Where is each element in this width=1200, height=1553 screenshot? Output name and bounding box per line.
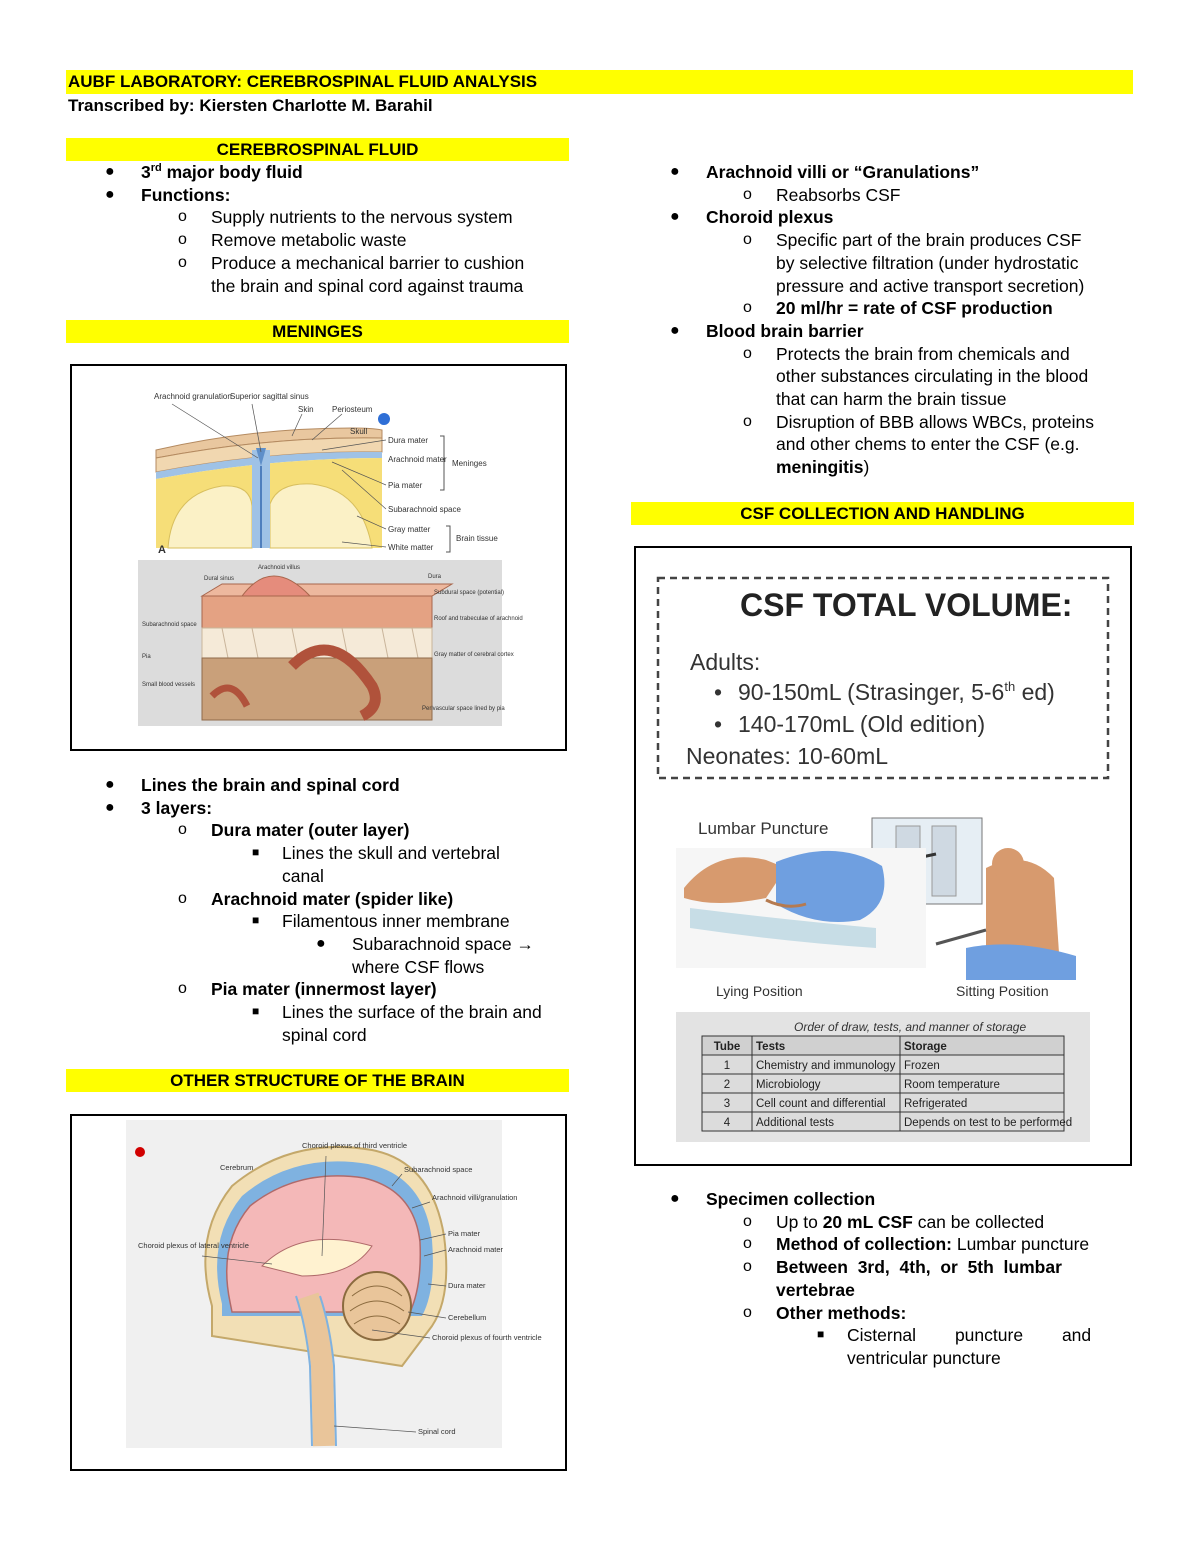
- circle-bullet-icon: o: [178, 231, 187, 249]
- list-item: o Other methods:: [743, 1302, 907, 1323]
- label-sitting-position: Sitting Position: [956, 983, 1049, 999]
- label-lumbar-puncture: Lumbar Puncture: [698, 819, 829, 838]
- list-item: o Produce a mechanical barrier to cushion the brain and spinal cord against trauma: [178, 252, 525, 296]
- circle-bullet-icon: o: [178, 208, 187, 226]
- table-cell: Refrigerated: [904, 1098, 968, 1110]
- label-perivascular-space: Perivascular space lined by pia: [422, 706, 505, 712]
- specimen-list: [631, 1188, 1130, 1370]
- label-small-blood-vessels: Small blood vessels: [142, 682, 196, 688]
- label-arachnoid-villi: Arachnoid villi/granulation: [432, 1193, 518, 1202]
- list-item: ● Choroid plexus: [670, 207, 834, 228]
- label-choroid-plexus-third: Choroid plexus of third ventricle: [302, 1141, 408, 1150]
- list-item: ● Specimen collection: [670, 1189, 876, 1209]
- circle-bullet-icon: o: [743, 344, 752, 362]
- label-dura-mater: Dura mater: [448, 1281, 486, 1290]
- page-title: AUBF LABORATORY: CEREBROSPINAL FLUID ANALYSIS: [68, 72, 538, 91]
- label-dura-mater: Dura mater: [388, 436, 429, 445]
- square-bullet-icon: ■: [252, 913, 260, 928]
- meninges-figure: [70, 364, 567, 751]
- bullet-icon: •: [714, 711, 723, 737]
- adult-volume-1: 90-150mL (Strasinger, 5-6th ed): [738, 679, 1055, 705]
- label-arachnoid-villus: Arachnoid villus: [258, 565, 301, 571]
- csf-volume-figure: [634, 546, 1132, 1166]
- bullet-icon: ●: [670, 208, 680, 226]
- marker-dot-icon: [135, 1147, 145, 1157]
- section-header-csf: CEREBROSPINAL FLUID: [66, 138, 569, 161]
- list-item: ■ Lines the skull and vertebral: [252, 843, 500, 864]
- table-caption: Order of draw, tests, and manner of storage: [794, 1020, 1027, 1034]
- table-cell: 3: [723, 1098, 731, 1110]
- label-subarachnoid-space: Subarachnoid space: [388, 505, 461, 514]
- table-cell: 4: [723, 1117, 731, 1129]
- square-bullet-icon: ■: [252, 1004, 260, 1019]
- label-spinal-cord: Spinal cord: [418, 1427, 456, 1436]
- list-item: o Protects the brain from chemicals and other substances circulating in the blood that can harm the brain tissue: [743, 343, 1089, 410]
- page-subtitle: Transcribed by: Kiersten Charlotte M. Barahil: [68, 96, 433, 115]
- label-arachnoid-mater: Arachnoid mater: [388, 455, 447, 464]
- list-item: ■ Filamentous inner membrane: [252, 911, 510, 932]
- label-dura: Dura: [428, 574, 442, 580]
- meninges-diagram: [72, 366, 565, 749]
- table-cell: Additional tests: [756, 1117, 834, 1129]
- label-roof-trabeculae: Roof and trabeculae of arachnoid: [434, 616, 523, 622]
- bullet-icon: ●: [105, 163, 115, 180]
- list-item: ● Arachnoid villi or “Granulations”: [670, 162, 980, 182]
- brain-structure-figure: [70, 1114, 567, 1471]
- label-skull: Skull: [350, 427, 368, 436]
- label-brain-tissue: Brain tissue: [456, 534, 498, 543]
- circle-bullet-icon: o: [743, 1235, 752, 1253]
- table-cell: 1: [723, 1060, 731, 1072]
- table-cell: Depends on test to be performed: [904, 1117, 1073, 1129]
- list-item: o Remove metabolic waste: [178, 230, 407, 251]
- circle-bullet-icon: o: [743, 1258, 752, 1276]
- table-cell: Chemistry and immunology: [756, 1060, 896, 1072]
- bullet-icon: ●: [105, 185, 115, 203]
- list-item: ■ Cisternal puncture and ventricular puncture: [817, 1325, 1092, 1368]
- label-dural-sinus: Dural sinus: [204, 576, 235, 582]
- right-list: [631, 161, 1130, 479]
- table-header-cell: Storage: [904, 1041, 947, 1053]
- list-item: o Up to 20 mL CSF can be collected: [743, 1211, 1045, 1232]
- label-subarachnoid-space: Subarachnoid space: [404, 1165, 473, 1174]
- list-item: ● Subarachnoid space → where CSF flows: [316, 933, 534, 977]
- table-cell: 2: [723, 1079, 731, 1091]
- circle-bullet-icon: o: [743, 299, 752, 317]
- list-item: o Arachnoid mater (spider like): [178, 888, 454, 909]
- section-header-collection: CSF COLLECTION AND HANDLING: [631, 502, 1134, 525]
- circle-bullet-icon: o: [178, 821, 187, 839]
- bullet-icon: ●: [670, 1190, 680, 1207]
- list-item: o 20 ml/hr = rate of CSF production: [743, 298, 1053, 319]
- circle-bullet-icon: o: [743, 1303, 752, 1321]
- label-choroid-plexus-fourth: Choroid plexus of fourth ventricle: [432, 1333, 542, 1342]
- list-item: ■ Lines the surface of the brain and spinal cord: [252, 1002, 542, 1045]
- table-cell: Cell count and differential: [756, 1098, 886, 1110]
- meninges-list: [66, 774, 565, 1046]
- bullet-icon: •: [714, 679, 723, 705]
- label-adults: Adults:: [690, 649, 761, 675]
- label-cerebrum: Cerebrum: [220, 1163, 254, 1172]
- square-bullet-icon: ■: [817, 1327, 825, 1342]
- list-item: ● Lines the brain and spinal cord: [105, 775, 400, 795]
- label-subarachnoid-space-2: Subarachnoid space: [142, 622, 197, 628]
- table-header-cell: Tests: [756, 1041, 786, 1053]
- list-item: o Method of collection: Lumbar puncture: [743, 1234, 1090, 1255]
- brain-sagittal-diagram: [72, 1116, 565, 1469]
- list-item: o Pia mater (innermost layer): [178, 979, 437, 1000]
- label-arachnoid-mater: Arachnoid mater: [448, 1245, 504, 1254]
- panel-label-a: A: [158, 544, 166, 556]
- list-item: ● Blood brain barrier: [670, 320, 864, 341]
- circle-bullet-icon: o: [178, 889, 187, 907]
- circle-bullet-icon: o: [178, 980, 187, 998]
- label-pia-mater: Pia mater: [448, 1229, 481, 1238]
- bullet-icon: ●: [105, 776, 115, 793]
- table-cell: Room temperature: [904, 1079, 1000, 1091]
- label-white-matter: White matter: [388, 543, 434, 552]
- bullet-icon: ●: [316, 934, 326, 952]
- neonates-volume: Neonates: 10-60mL: [686, 743, 889, 769]
- label-meninges: Meninges: [452, 459, 487, 468]
- list-item: o Disruption of BBB allows WBCs, proteins and other chems to enter the CSF (e.g. meningitis): [743, 411, 1095, 478]
- volume-title: CSF TOTAL VOLUME:: [740, 587, 1073, 623]
- section-header-other-structure: OTHER STRUCTURE OF THE BRAIN: [66, 1069, 569, 1092]
- label-arachnoid-granulation: Arachnoid granulation: [154, 392, 232, 401]
- label-subdural-space: Subdural space (potential): [434, 590, 505, 596]
- label-gray-matter: Gray matter: [388, 525, 431, 534]
- list-item: o Specific part of the brain produces CSF by selective filtration (under hydrostatic pressure and active transport secretion): [743, 230, 1085, 296]
- bullet-icon: ●: [670, 321, 680, 339]
- bullet-icon: ●: [105, 798, 115, 816]
- label-periosteum: Periosteum: [332, 405, 373, 414]
- section-header-meninges: MENINGES: [66, 320, 569, 343]
- storage-table: [702, 1036, 1072, 1131]
- label-cerebellum: Cerebellum: [448, 1313, 487, 1322]
- bullet-icon: ●: [670, 163, 680, 180]
- list-item: ● 3rd major body fluid: [105, 162, 303, 182]
- label-choroid-plexus-lateral: Choroid plexus of lateral ventricle: [138, 1241, 249, 1250]
- list-item: ● Functions:: [105, 184, 231, 205]
- table-header-cell: Tube: [713, 1041, 741, 1053]
- adult-volume-2: 140-170mL (Old edition): [738, 711, 986, 737]
- list-item: ● 3 layers:: [105, 797, 213, 818]
- label-lying-position: Lying Position: [716, 983, 803, 999]
- table-cell: Microbiology: [756, 1079, 821, 1091]
- circle-bullet-icon: o: [743, 185, 752, 203]
- list-item: o Reabsorbs CSF: [743, 184, 901, 205]
- circle-bullet-icon: o: [743, 231, 752, 249]
- table-cell: Frozen: [904, 1060, 940, 1072]
- label-pia-mater: Pia mater: [388, 481, 423, 490]
- list-item: o Dura mater (outer layer): [178, 820, 410, 841]
- circle-bullet-icon: o: [743, 412, 752, 430]
- label-skin: Skin: [298, 405, 314, 414]
- list-item: canal: [282, 865, 324, 886]
- csf-list: [66, 161, 569, 297]
- label-superior-sagittal-sinus: Superior sagittal sinus: [230, 392, 309, 401]
- list-item: o Between 3rd, 4th, or 5th lumbar vertebrae: [743, 1257, 1062, 1300]
- label-gray-matter-cortex: Gray matter of cerebral cortex: [434, 652, 514, 658]
- csf-volume-infographic: [636, 548, 1130, 1164]
- marker-dot-icon: [378, 413, 390, 425]
- circle-bullet-icon: o: [743, 1212, 752, 1230]
- circle-bullet-icon: o: [178, 253, 187, 271]
- list-item: o Supply nutrients to the nervous system: [178, 207, 513, 228]
- square-bullet-icon: ■: [252, 845, 260, 860]
- label-pia: Pia: [142, 654, 151, 660]
